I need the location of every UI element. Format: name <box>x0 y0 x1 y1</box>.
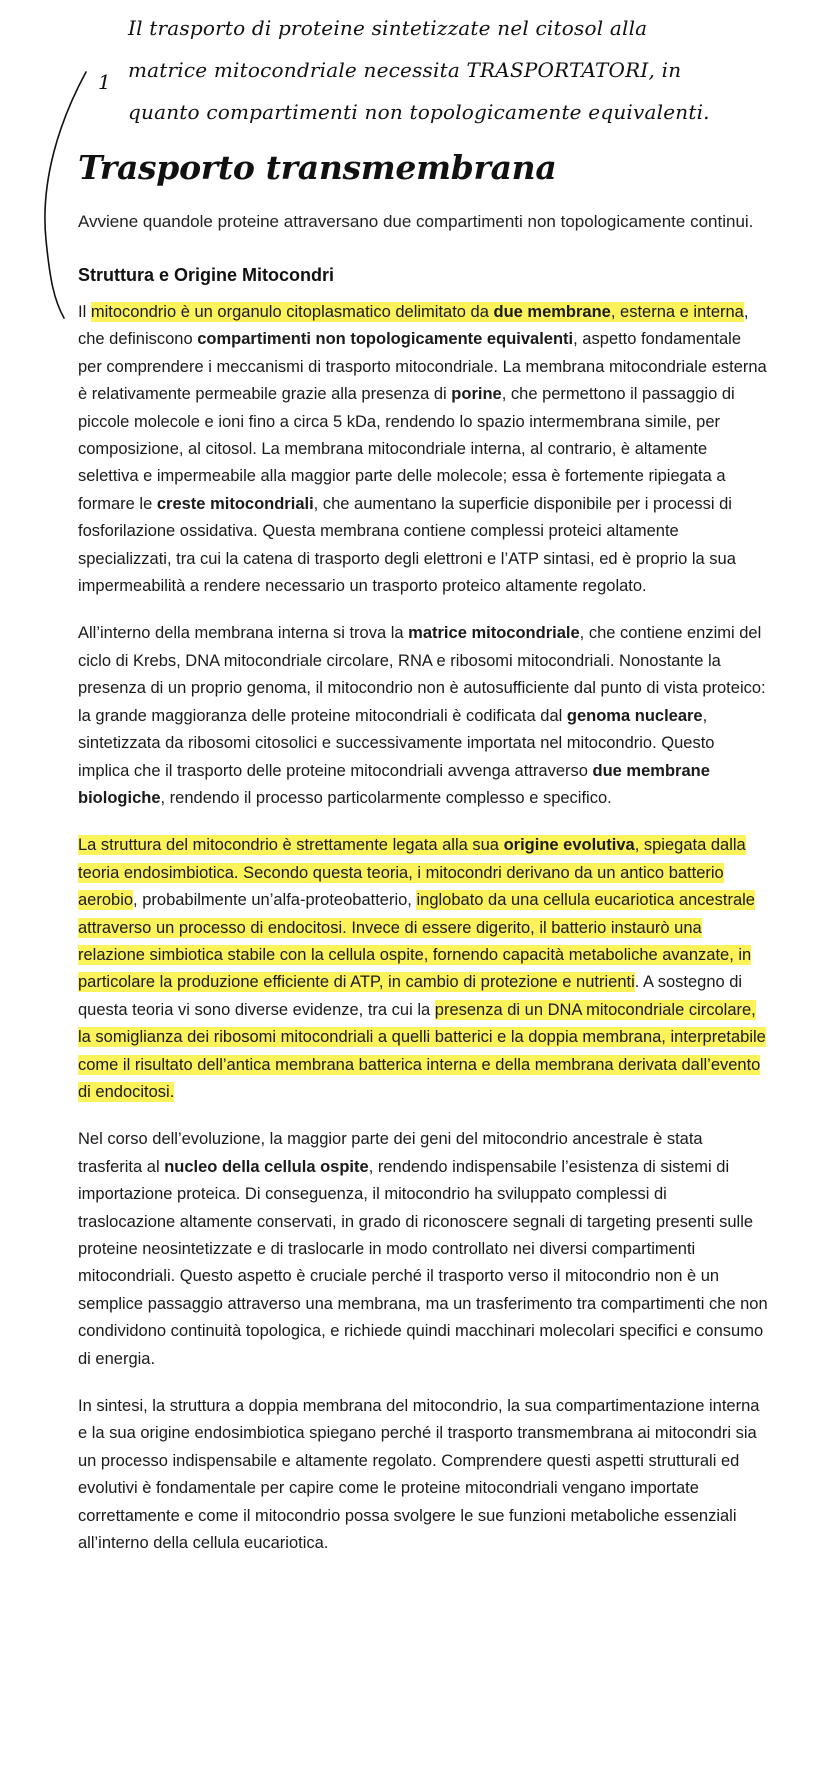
paragraph-3: La struttura del mitocondrio è strettamente legata alla sua origine evolutiva, spiegata dalla teoria endosimbiotica. Secondo questa teoria, i mitocondri derivano da un antico batterio aerobio, probabilmente un’alfa-proteobatterio, inglobato da una cellula eucariotica ancestrale attraverso un processo di endocitosi. Invece di essere digerito, il batterio instaurò una relazione simbiotica stabile con la cellula ospite, fornendo capacità metaboliche avanzate, in particolare la produzione efficiente di ATP, in cambio di protezione e nutrienti. A sostegno di questa teoria vi sono diverse evidenze, tra cui la presenza di un DNA mitocondriale circolare, la somiglianza dei ribosomi mitocondriali a quelli batterici e la doppia membrana, interpretabile come il risultato dell’antica membrana batterica interna e della membrana derivata dall’evento di endocitosi. <box>78 836 766 1101</box>
handwritten-note-line-1: Il trasporto di proteine sintetizzate nel citosol alla <box>128 16 648 40</box>
page-title: Trasporto transmembrana <box>78 148 557 187</box>
handwritten-note-line-2: matrice mitocondriale necessita TRASPORTATORI, in <box>128 58 682 82</box>
paragraph-4: Nel corso dell’evoluzione, la maggior parte dei geni del mitocondrio ancestrale è stata trasferita al nucleo della cellula ospite, rendendo indispensabile l’esistenza di sistemi di importazione proteica. Di conseguenza, il mitocondrio ha sviluppato complessi di traslocazione altamente conservati, in grado di riconoscere segnali di targeting presenti sulle proteine neosintetizzate e di traslocarle in modo controllato nei diversi compartimenti mitocondriali. Questo aspetto è cruciale perché il trasporto verso il mitocondrio non è un semplice passaggio attraverso una membrana, ma un trasferimento tra compartimenti che non condividono continuità topologica, e richiede quindi macchinari molecolari specifici e consumo di energia. <box>78 1130 768 1368</box>
section-heading: Struttura e Origine Mitocondri <box>78 265 335 285</box>
highlight: inglobato da una cellula eucariotica ancestrale attraverso un processo di endocitosi. Invece di essere digerito, il batterio instaurò una relazione simbiotica stabile con la cellula ospite, fornendo capacità metaboliche avanzate, in particolare la produzione efficiente di ATP, in cambio di protezione e nutrienti <box>78 891 755 992</box>
paragraph-2: All’interno della membrana interna si trova la matrice mitocondriale, che contiene enzimi del ciclo di Krebs, DNA mitocondriale circolare, RNA e ribosomi mitocondriali. Nonostante la presenza di un proprio genoma, il mitocondrio non è autosufficiente dal punto di vista proteico: la grande maggioranza delle proteine mitocondriali è codificata dal genoma nucleare, sintetizzata da ribosomi citosolici e successivamente importata nel mitocondrio. Questo implica che il trasporto delle proteine mitocondriali avvenga attraverso due membrane biologiche, rendendo il processo particolarmente complesso e specifico. <box>78 624 766 807</box>
document-content <box>78 148 768 1557</box>
handwritten-note-number: 1 <box>98 70 111 94</box>
highlight: mitocondrio è un organulo citoplasmatico delimitato da due membrane, esterna e interna <box>90 303 744 321</box>
paragraph-1: Il mitocondrio è un organulo citoplasmatico delimitato da due membrane, esterna e interna, che definiscono compartimenti non topologicamente equivalenti, aspetto fondamentale per comprendere i meccanismi di trasporto mitocondriale. La membrana mitocondriale esterna è relativamente permeabile grazie alla presenza di porine, che permettono il passaggio di piccole molecole e ioni fino a circa 5 kDa, rendendo lo spazio intermembrana simile, per composizione, al citosol. La membrana mitocondriale interna, al contrario, è altamente selettiva e impermeabile alla maggior parte delle molecole; essa è fortemente ripiegata a formare le creste mitocondriali, che aumentano la superficie disponibile per i processi di fosforilazione ossidativa. Questa membrana contiene complessi proteici altamente specializzati, tra cui la catena di trasporto degli elettroni e l’ATP sintasi, ed è proprio la sua impermeabilità a rendere necessario un trasporto proteico altamente regolato. <box>78 303 767 596</box>
handwritten-note-line-3: quanto compartimenti non topologicamente equivalenti. <box>128 100 710 124</box>
lead-paragraph: Avviene quandole proteine attraversano due compartimenti non topologicamente continui. <box>78 212 754 231</box>
paragraph-5: In sintesi, la struttura a doppia membrana del mitocondrio, la sua compartimentazione interna e la sua origine endosimbiotica spiegano perché il trasporto transmembrana ai mitocondri sia un processo indispensabile e altamente regolato. Comprendere questi aspetti strutturali ed evolutivi è fondamentale per capire come le proteine mitocondriali vengano importate correttamente e come il mitocondrio possa svolgere le sue funzioni metaboliche essenziali all’interno della cellula eucariotica. <box>78 1397 760 1553</box>
highlight: presenza di un DNA mitocondriale circolare, la somiglianza dei ribosomi mitocondriali a quelli batterici e la doppia membrana, interpretabile come il risultato dell’antica membrana batterica interna e della membrana derivata dall’evento di endocitosi. <box>78 1000 766 1101</box>
highlight: La struttura del mitocondrio è strettamente legata alla sua origine evolutiva, spiegata dalla teoria endosimbiotica. Secondo questa teoria, i mitocondri derivano da un antico batterio aerobio <box>78 836 746 910</box>
